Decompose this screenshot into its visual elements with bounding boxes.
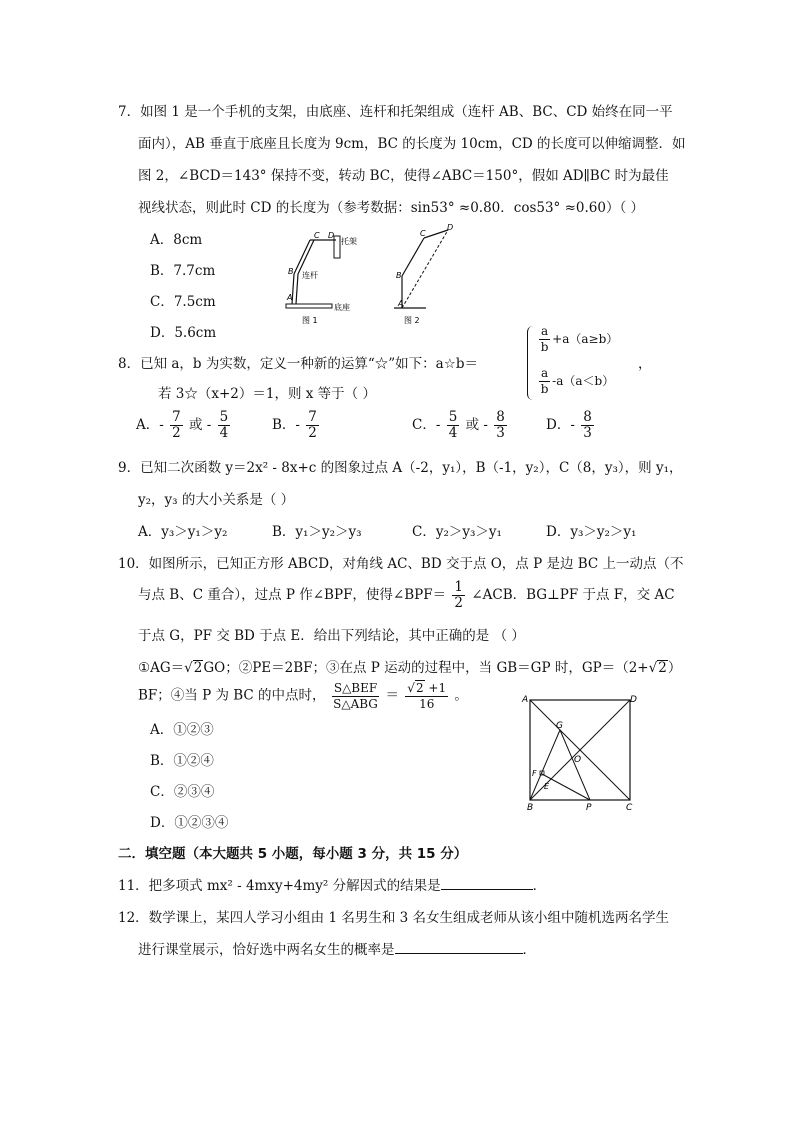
q9-option-b: B．y₁＞y₂＞y₃ [272, 524, 362, 540]
fig1-caption: 图 1 [302, 316, 318, 325]
fig1-label-b: B [288, 267, 294, 276]
fig10-label-d: D [630, 695, 637, 705]
q10-square-figure [518, 692, 644, 814]
q7-figure-1 [278, 228, 368, 328]
q10-option-a: A．①②③ [150, 722, 214, 738]
fig10-label-a: A [522, 695, 529, 705]
section-2-heading: 二．填空题（本大题共 5 小题，每小题 3 分，共 15 分） [118, 846, 468, 862]
fig10-label-b: B [527, 803, 534, 813]
fig10-label-e: E [544, 782, 550, 791]
fig1-label-a: A [287, 293, 293, 302]
q7-option-a: A．8cm [150, 232, 203, 248]
q12-answer-blank[interactable] [395, 953, 523, 954]
q12-line-1: 12．数学课上，某四人学习小组由 1 名男生和 3 名女生组成老师从该小组中随机选两名学生 [118, 910, 670, 926]
q7-option-c: C．7.5cm [150, 294, 216, 310]
fig1-label-tuojia: 托架 [341, 237, 357, 246]
q8-comma: ， [638, 356, 652, 372]
q12-line-2: 进行课堂展示，恰好选中两名女生的概率是 ． [138, 942, 536, 958]
fig1-label-dizuo: 底座 [334, 303, 350, 312]
q7-line-2: 面内），AB 垂直于底座且长度为 9cm，BC 的长度为 10cm，CD 的长度可以伸缩调整．如 [138, 136, 686, 152]
q9-option-d: D．y₃＞y₂＞y₁ [546, 524, 637, 540]
fig10-label-f: F [532, 769, 537, 778]
q7-option-b: B．7.7cm [150, 263, 216, 279]
fig2-label-c: C [420, 229, 426, 238]
q8-line-2: 若 3☆（x+2）＝1，则 x 等于（ ） [158, 386, 376, 402]
q8-brace [527, 326, 536, 400]
q7-figure-2 [390, 222, 465, 328]
q8-option-d: D．- $\frac{8}{3}$ [546, 409, 592, 441]
q9-option-c: C．y₂＞y₃＞y₁ [412, 524, 502, 540]
fig2-label-d: D [447, 223, 454, 232]
q7-line-4: 视线状态，则此时 CD 的长度为（参考数据：sin53° ≈0.80．cos53° ≈0.60）（ ） [138, 200, 645, 216]
q8-option-b: B．- $\frac{7}{2}$ [272, 409, 317, 441]
q11-line: 11．把多项式 mx² - 4mxy+4my² 分解因式的结果是 ． [118, 878, 547, 894]
q10-line-3: 于点 G，PF 交 BD 于点 E．给出下列结论，其中正确的是 （ ） [138, 628, 525, 644]
q8-case-2: $\frac{a}{b}$ -a（a＜b） [540, 366, 615, 396]
fig2-caption: 图 2 [404, 316, 420, 325]
q11-answer-blank[interactable] [441, 889, 533, 890]
fig10-label-c: C [626, 803, 633, 813]
q9-line-2: y₂，y₃ 的大小关系是（ ） [138, 492, 295, 508]
q7-option-d: D．5.6cm [150, 325, 217, 341]
q10-option-b: B．①②④ [150, 753, 214, 769]
q10-option-d: D．①②③④ [150, 815, 229, 831]
q8-case-1: $\frac{a}{b}$ +a（a≥b） [540, 324, 619, 354]
fig1-label-liangan: 连杆 [302, 271, 318, 280]
q9-option-a: A．y₃＞y₁＞y₂ [138, 524, 228, 540]
q8-option-c: C．- $\frac{5}{4}$ 或 - $\frac{8}{3}$ [412, 409, 505, 441]
fig2-label-b: B [396, 271, 402, 280]
fig10-label-g: G [556, 721, 563, 731]
q10-line-1: 10．如图所示，已知正方形 ABCD，对角线 AC、BD 交于点 O，点 P 是边 BC 上一动点（不 [118, 556, 684, 572]
fig2-label-a: A [398, 299, 404, 308]
q8-line-1: 8．已知 a，b 为实数，定义一种新的运算“☆”如下：a☆b＝ [118, 356, 478, 372]
q10-line-2: 与点 B、C 重合），过点 P 作∠BPF，使得∠BPF＝ $\frac{1}{2}$ ∠ACB．BG⊥PF 于点 F，交 AC [138, 579, 675, 611]
fig10-label-p: P [586, 803, 592, 813]
fig1-label-d: D [328, 231, 335, 240]
q7-line-3: 图 2，∠BCD＝143° 保持不变，转动 BC，使得∠ABC＝150°，假如 AD∥BC 时为最佳 [138, 168, 669, 184]
q7-line-1: 7．如图 1 是一个手机的支架，由底座、连杆和托架组成（连杆 AB、BC、CD 始终在同一平 [118, 104, 673, 120]
q10-line-4: ①AG＝√2GO；②PE＝2BF；③在点 P 运动的过程中，当 GB＝GP 时，GP＝（2+√2） [138, 660, 682, 676]
fig10-label-o: O [574, 755, 582, 765]
q8-option-a: A．- $\frac{7}{2}$ 或 - $\frac{5}{4}$ [136, 409, 229, 441]
fig1-label-c: C [314, 231, 320, 240]
q10-line-5: BF；④当 P 为 BC 的中点时， $\frac{\text{S△BEF}}{\text{S△ABG}}$ ＝ $\frac{√2 +1}{16}$ 。 [138, 680, 468, 711]
q9-line-1: 9．已知二次函数 y＝2x² - 8x+c 的图象过点 A（-2，y₁），B（-1，y₂），C（8，y₃），则 y₁， [118, 460, 683, 476]
q10-option-c: C．②③④ [150, 784, 215, 800]
